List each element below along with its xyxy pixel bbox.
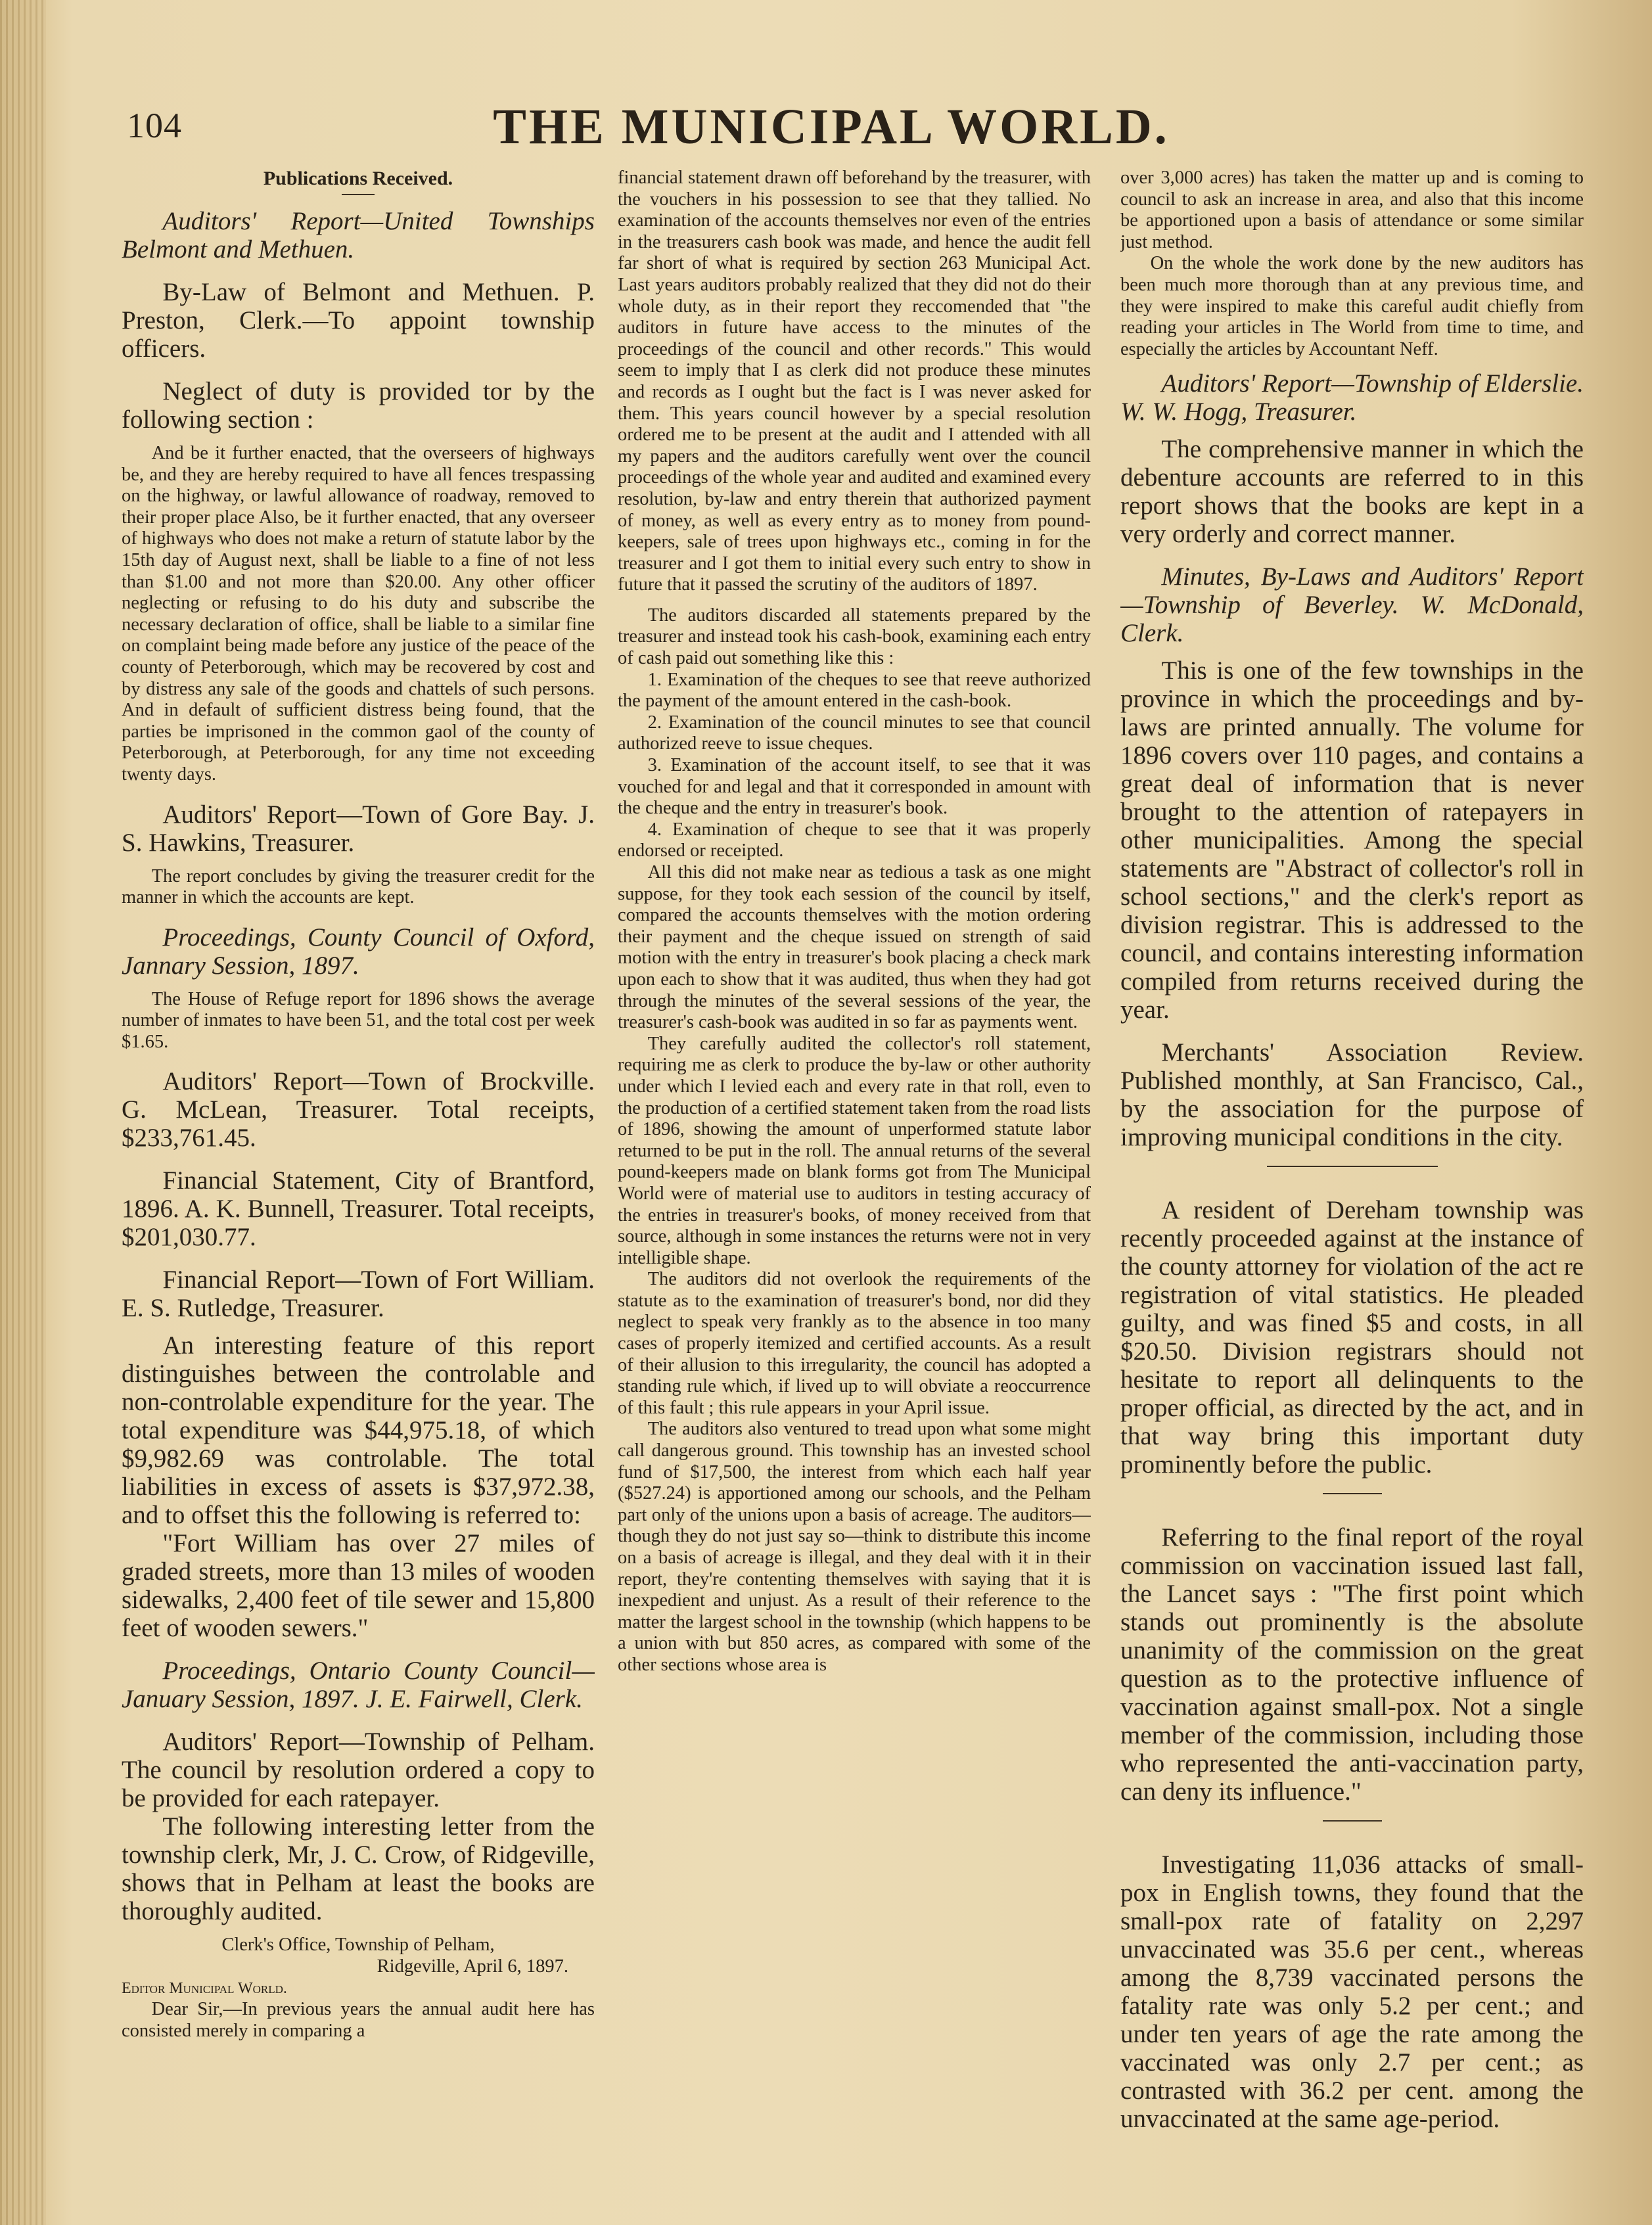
- letter-body: The auditors discarded all statements prepared by the treasurer and instead took his cash-book, examining each entry of cash paid out something like this :: [618, 605, 1091, 669]
- paragraph: A resident of Dereham township was recently proceeded against at the instance of the county attorney for violation of the act re registration of vital statistics. He pleaded guilty, and was fined $5 and costs, in all $20.50. Division registrars should not hesitate to report all delinquents to the proper official, as directed by the act, and in that way bring this important duty prominently before the public.: [1120, 1196, 1584, 1479]
- entry-title: Auditors' Report—Town of Brockville. G. McLean, Treasurer. Total receipts, $233,761.45.: [122, 1067, 595, 1153]
- paragraph: An interesting feature of this report distinguishes between the controlable and non-controlable expenditure for the year. The total expenditure was $44,975.18, of which $9,982.69 was controlable. The total liabilities in excess of assets is $37,972.38, and to offset this the following is referred to:: [122, 1331, 595, 1530]
- letter-date: Ridgeville, April 6, 1897.: [377, 1956, 568, 1977]
- paragraph: The following interesting letter from the township clerk, Mr, J. C. Crow, of Ridgeville, shows that in Pelham at least the books are thoroughly audited.: [122, 1812, 595, 1926]
- entry-title: Auditors' Report—Township of Elderslie. W. W. Hogg, Treasurer.: [1120, 369, 1584, 426]
- paragraph: This is one of the few townships in the province in which the proceedings and by-laws are printed annually. The volume for 1896 covers over 110 pages, and contains a great deal of information that is never brought to the attention of ratepayers in other municipalities. Among the special statements are "Abstract of collector's roll in school sections," and the clerk's report as division registrar. This is addressed to the council, and contains interesting information compiled from returns received during the year.: [1120, 656, 1584, 1024]
- entry-title: Proceedings, County Council of Oxford, Jannary Session, 1897.: [122, 923, 595, 980]
- paragraph: Neglect of duty is provided tor by the following section :: [122, 377, 595, 434]
- paragraph: Investigating 11,036 attacks of small-pox in English towns, they found that the small-pox rate of fatality on 2,297 unvaccinated was 35.6 per cent., whereas among the 8,739 vaccinated persons the fatality rate was only 5.2 per cent.; and under ten years of age the rate among the vaccinated was only 2.7 per cent.; as contrasted with 36.2 per cent. among the unvaccinated at the same age-period.: [1120, 1850, 1584, 2134]
- entry-title: Auditors' Report—Town of Gore Bay. J. S. Hawkins, Treasurer.: [122, 800, 595, 857]
- list-item: 3. Examination of the account itself, to see that it was vouched for and legal and that it corresponded in amount with the cheque and the entry in treasurer's book.: [618, 755, 1091, 819]
- column-middle: [618, 168, 1091, 1676]
- column-left: [122, 168, 595, 2042]
- letter-body: Dear Sir,—In previous years the annual audit here has consisted merely in comparing a: [122, 1999, 595, 2041]
- entry-title: Financial Report—Town of Fort William. E. S. Rutledge, Treasurer.: [122, 1266, 595, 1323]
- entry-title: Auditors' Report—Township of Pelham. The council by resolution ordered a copy to be provided for each ratepayer.: [122, 1728, 595, 1813]
- list-item: 4. Examination of cheque to see that it was properly endorsed or receipted.: [618, 819, 1091, 861]
- heading-rule: [342, 194, 375, 195]
- paragraph: The House of Refuge report for 1896 shows the average number of inmates to have been 51, and the total cost per week $1.65.: [122, 988, 595, 1052]
- column-right: [1120, 168, 1584, 2133]
- letter-salutation: Editor Municipal World.: [122, 1979, 287, 1997]
- letter-body: The auditors also ventured to tread upon what some might call dangerous ground. This township has an invested school fund of $17,500, the interest from which each half year ($527.24) is apportioned among our schools, and the Pelham part only of the unions upon a basis of acreage. The auditors—though they do not just say so—think to distribute this income on a basis of acreage is illegal, and they deal with it in their report, they're contenting themselves with saying that it is inexpedient and unjust. As a result of their reference to the matter the largest school in the township (which happens to be a union with but 850 acres, as compared with some of the other sections whose area is: [618, 1419, 1091, 1675]
- section-heading: Publications Received.: [263, 168, 453, 189]
- letter-body: over 3,000 acres) has taken the matter up and is coming to council to ask an increase in area, and also that this income be apportioned upon a basis of attendance or some similar just method.: [1120, 168, 1584, 252]
- page-header: [115, 99, 1548, 164]
- entry-title: Minutes, By-Laws and Auditors' Report—Township of Beverley. W. McDonald, Clerk.: [1120, 562, 1584, 648]
- letter-body: The auditors did not overlook the requirements of the statute as to the examination of treasurer's bond, nor did they neglect to speak very frankly as to the absence in too many cases of properly itemized and certified accounts. As a result of their allusion to this irregularity, the council has adopted a standing rule which, if lived up to will obviate a reoccurrence of this fault ; this rule appears in your April issue.: [618, 1269, 1091, 1418]
- paragraph: The comprehensive manner in which the debenture accounts are referred to in this report shows that the books are kept in a very orderly and correct manner.: [1120, 435, 1584, 549]
- page-binding-edge: [0, 0, 46, 2225]
- paragraph: The report concludes by giving the treasurer credit for the manner in which the accounts are kept.: [122, 865, 595, 908]
- letter-address: Clerk's Office, Township of Pelham,: [221, 1935, 495, 1956]
- entry-title: By-Law of Belmont and Methuen. P. Preston, Clerk.—To appoint township officers.: [122, 278, 595, 363]
- page-number: 104: [127, 106, 182, 145]
- quoted-bylaw: And be it further enacted, that the overseers of highways be, and they are hereby required to have all fences trespassing on the highway, or lawful allowance of roadway, removed to their proper place Also, be it further enacted, that any overseer of highways who does not make a return of statute labor by the 15th day of August next, shall be liable to a fine of not less than $1.00 and not more than $20.00. Any other officer neglecting or refusing to do his duty and subscribe the necessary declaration of office, shall be liable to a similar fine on complaint being made before any justice of the peace of the county of Peterborough, which may be recovered by cost and by distress any sale of the goods and chattels of such persons. And in default of sufficient distress being found, that the parties be imprisoned in the common gaol of the county of Peterborough, at Peterborough, for any time not exceeding twenty days.: [122, 443, 595, 785]
- list-item: 1. Examination of the cheques to see that reeve authorized the payment of the amount entered in the cash-book.: [618, 669, 1091, 712]
- journal-title: THE MUNICIPAL WORLD.: [493, 99, 1170, 154]
- letter-body: They carefully audited the collector's roll statement, requiring me as clerk to produce the by-law or other authority under which I levied each and every rate in that roll, even to the production of a certified statement taken from the road lists of 1896, showing the amount of unperformed statute labor returned to be put in the roll. The annual returns of the several pound-keepers made on blank forms got from The Municipal World were of material use to auditors in testing accuracy of the entries in treasurer's books, of money received from that source, although in some instances the returns were not in very intelligible shape.: [618, 1033, 1091, 1268]
- letter-body: On the whole the work done by the new auditors has been much more thorough than at any previous time, and they were inspired to make this careful audit chiefly from reading your articles in The World from time to time, and especially the articles by Accountant Neff.: [1120, 253, 1584, 359]
- quotation: "Fort William has over 27 miles of graded streets, more than 13 miles of wooden sidewalks, 2,400 feet of tile sewer and 15,800 feet of wooden sewers.": [122, 1529, 595, 1643]
- letter-body: financial statement drawn off beforehand by the treasurer, with the vouchers in his possession to see that they tallied. No examination of the accounts themselves nor even of the entries in the treasurers cash book was made, and hence the audit fell far short of what is required by section 263 Municipal Act. Last years auditors probably realized that they did not do their whole duty, as in their report they reccomended that "the auditors in future have access to the minutes of the proceedings of the council and other records." This would seem to imply that I as clerk did not produce these minutes and records as I ought but the fact is I was never asked for them. This years council however by a special resolution ordered me to be present at the audit and I attended with all my papers and the auditors carefully went over the council proceedings of the whole year and audited and examined every resolution, by-law and entry therein that authorized payment of money, as well as every entry as to money from pound-keepers, sale of trees upon highways etc., coming in for the treasurer and I got them to initial every such entry to show in future that it passed the scrutiny of the auditors of 1897.: [618, 168, 1091, 595]
- entry-title: Proceedings, Ontario County Council—January Session, 1897. J. E. Fairwell, Clerk.: [122, 1657, 595, 1714]
- paragraph: Referring to the final report of the royal commission on vaccination issued last fall, the Lancet says : "The first point which stands out prominently is the absolute unanimity of the commission on the great question as to the protective influence of vaccination against small-pox. Not a single member of the commission, including those who represented the anti-vaccination party, can deny its influence.": [1120, 1523, 1584, 1806]
- entry-title: Auditors' Report—United Townships Belmont and Methuen.: [122, 207, 595, 264]
- list-item: 2. Examination of the council minutes to see that council authorized reeve to issue cheques.: [618, 712, 1091, 754]
- entry-title: Financial Statement, City of Brantford, 1896. A. K. Bunnell, Treasurer. Total receipts, $201,030.77.: [122, 1166, 595, 1252]
- entry-title: Merchants' Association Review. Published monthly, at San Francisco, Cal., by the association for the purpose of improving municipal conditions in the city.: [1120, 1038, 1584, 1152]
- letter-body: All this did not make near as tedious a task as one might suppose, for they took each session of the council by itself, compared the accounts themselves with the motion ordering their payment and the cheque issued on strength of said motion with the entry in treasurer's book placing a check mark upon each to show that it was audited, thus when they had got through the minutes of the several sessions of the year, the treasurer's cash-book was audited in so far as payments went.: [618, 862, 1091, 1033]
